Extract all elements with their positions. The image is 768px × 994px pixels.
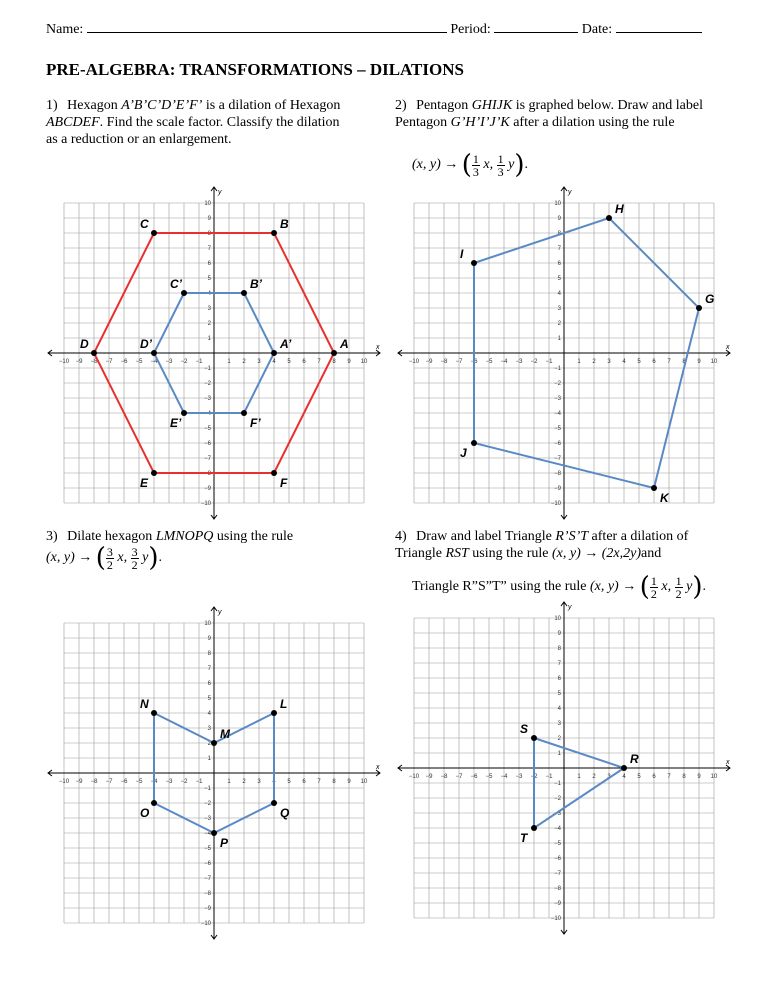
y-tick-label: 1 — [207, 336, 211, 342]
x-tick-label: 10 — [710, 359, 718, 365]
y-tick-label: −8 — [204, 471, 211, 477]
vertex-label: D — [80, 337, 89, 351]
x-axis-label: x — [376, 764, 380, 771]
vertex-label: K — [660, 491, 669, 505]
x-tick-label: 8 — [682, 774, 686, 780]
y-tick-label: 2 — [207, 321, 211, 327]
x-tick-label: 10 — [710, 774, 718, 780]
x-axis-label: x — [376, 344, 380, 351]
vertex-point — [531, 735, 537, 741]
y-tick-label: −3 — [554, 396, 561, 402]
x-tick-label: 5 — [287, 359, 291, 365]
x-tick-label: −3 — [515, 359, 523, 365]
x-tick-label: 6 — [652, 359, 656, 365]
x-tick-label: −5 — [485, 774, 493, 780]
x-tick-label: 4 — [622, 359, 626, 365]
vertex-point — [621, 765, 627, 771]
y-tick-label: −6 — [554, 441, 561, 447]
vertex-point — [331, 350, 337, 356]
x-tick-label: 7 — [317, 359, 321, 365]
y-tick-label: 8 — [207, 651, 211, 657]
x-tick-label: 2 — [592, 774, 596, 780]
x-tick-label: 10 — [360, 359, 368, 365]
y-tick-label: −2 — [204, 381, 211, 387]
vertex-label: G — [705, 292, 715, 306]
x-tick-label: 4 — [272, 359, 276, 365]
y-tick-label: −5 — [554, 841, 561, 847]
x-tick-label: −5 — [135, 359, 143, 365]
x-tick-label: −2 — [530, 359, 538, 365]
x-tick-label: −2 — [180, 779, 188, 785]
vertex-label: S — [520, 722, 529, 736]
x-tick-label: 2 — [242, 779, 246, 785]
y-tick-label: 5 — [557, 276, 561, 282]
y-tick-label: 6 — [557, 261, 561, 267]
x-tick-label: 6 — [302, 359, 306, 365]
y-tick-label: 7 — [207, 666, 211, 672]
vertex-label: I — [460, 247, 464, 261]
x-tick-label: 10 — [360, 779, 368, 785]
x-tick-label: 7 — [667, 774, 671, 780]
y-tick-label: 1 — [557, 751, 561, 757]
x-tick-label: −9 — [425, 359, 433, 365]
problem-2-rule: (x, y) → ( $\frac{1}{3}$ x, $\frac{1}{3}$ y). — [412, 150, 529, 180]
y-tick-label: −1 — [204, 786, 211, 792]
x-tick-label: 9 — [347, 359, 351, 365]
x-tick-label: −7 — [455, 359, 463, 365]
vertex-point — [271, 350, 277, 356]
vertex-point — [91, 350, 97, 356]
x-tick-label: −9 — [425, 774, 433, 780]
vertex-point — [696, 305, 702, 311]
y-tick-label: 7 — [207, 246, 211, 252]
x-tick-label: 9 — [697, 774, 701, 780]
x-tick-label: −6 — [470, 774, 478, 780]
x-tick-label: −8 — [440, 774, 448, 780]
y-tick-label: 4 — [207, 711, 211, 717]
vertex-label: R — [630, 752, 639, 766]
y-tick-label: −6 — [554, 856, 561, 862]
x-tick-label: −10 — [58, 779, 70, 785]
y-tick-label: −3 — [554, 811, 561, 817]
x-tick-label: 1 — [577, 359, 581, 365]
x-tick-label: 6 — [652, 774, 656, 780]
x-tick-label: 3 — [257, 359, 261, 365]
x-tick-label: −5 — [485, 359, 493, 365]
vertex-label: F’ — [250, 416, 261, 430]
y-tick-label: −10 — [550, 916, 561, 922]
y-tick-label: 5 — [207, 276, 211, 282]
y-tick-label: −4 — [554, 826, 561, 832]
vertex-label: A — [340, 337, 349, 351]
y-tick-label: 6 — [207, 261, 211, 267]
period-field[interactable] — [494, 20, 578, 33]
vertex-point — [151, 800, 157, 806]
x-tick-label: −2 — [180, 359, 188, 365]
x-tick-label: −7 — [105, 359, 113, 365]
y-tick-label: 4 — [557, 706, 561, 712]
graph-2[interactable] — [396, 185, 732, 521]
x-tick-label: −9 — [75, 779, 83, 785]
y-tick-label: −1 — [204, 366, 211, 372]
problem-4: 4) Draw and label Triangle R’S’T after a dilation of Triangle RST using the rule (x, y) → (2x,2y)and — [395, 529, 689, 561]
vertex-point — [211, 830, 217, 836]
y-tick-label: −3 — [204, 816, 211, 822]
x-tick-label: 1 — [227, 359, 231, 365]
vertex-label: A’ — [280, 337, 292, 351]
vertex-label: B’ — [250, 277, 262, 291]
x-tick-label: −1 — [195, 359, 203, 365]
x-tick-label: −6 — [470, 359, 478, 365]
vertex-point — [271, 470, 277, 476]
vertex-label: N — [140, 697, 149, 711]
y-tick-label: 10 — [554, 201, 561, 207]
y-tick-label: −10 — [200, 921, 211, 927]
y-tick-label: −10 — [200, 501, 211, 507]
vertex-point — [271, 710, 277, 716]
y-tick-label: 4 — [557, 291, 561, 297]
y-tick-label: 9 — [207, 216, 211, 222]
vertex-point — [181, 410, 187, 416]
y-tick-label: 2 — [557, 736, 561, 742]
x-tick-label: 3 — [607, 774, 611, 780]
x-tick-label: −5 — [135, 779, 143, 785]
x-tick-label: −6 — [120, 779, 128, 785]
x-tick-label: −6 — [120, 359, 128, 365]
y-tick-label: 3 — [557, 306, 561, 312]
y-tick-label: −5 — [554, 426, 561, 432]
vertex-label: B — [280, 217, 289, 231]
y-tick-label: 3 — [207, 726, 211, 732]
y-tick-label: 1 — [207, 756, 211, 762]
date-label: Date: — [581, 22, 613, 37]
y-tick-label: 3 — [207, 306, 211, 312]
y-axis-label: y — [568, 604, 572, 611]
vertex-point — [151, 710, 157, 716]
problem-1: 1) Hexagon A’B’C’D’E’F’ is a dilation of Hexagon ABCDEF. Find the scale factor. Classify the dilation as a reduction or an enlargement. — [46, 98, 341, 147]
y-tick-label: −6 — [204, 441, 211, 447]
y-axis-label: y — [218, 609, 222, 616]
vertex-label: H — [615, 202, 624, 216]
vertex-label: E — [140, 476, 149, 490]
x-tick-label: −4 — [500, 774, 508, 780]
y-tick-label: −5 — [204, 426, 211, 432]
x-tick-label: 3 — [257, 779, 261, 785]
x-tick-label: −3 — [165, 779, 173, 785]
y-tick-label: −4 — [554, 411, 561, 417]
x-tick-label: −3 — [515, 774, 523, 780]
x-tick-label: 5 — [637, 359, 641, 365]
y-tick-label: 7 — [557, 661, 561, 667]
vertex-label: C’ — [170, 277, 182, 291]
y-tick-label: 5 — [207, 696, 211, 702]
name-label: Name: — [46, 22, 84, 37]
x-tick-label: −4 — [150, 779, 158, 785]
x-tick-label: −10 — [408, 774, 420, 780]
x-tick-label: −1 — [545, 774, 553, 780]
problem-2: 2) Pentagon GHIJK is graphed below. Draw and label Pentagon G’H’I’J’K after a dilation using the rule — [395, 98, 703, 130]
y-tick-label: −1 — [554, 366, 561, 372]
vertex-label: J — [460, 446, 467, 460]
x-axis-label: x — [726, 344, 730, 351]
y-tick-label: −8 — [554, 886, 561, 892]
y-tick-label: 6 — [557, 676, 561, 682]
x-tick-label: −1 — [195, 779, 203, 785]
vertex-label: P — [220, 836, 229, 850]
x-tick-label: 4 — [622, 774, 626, 780]
y-tick-label: −7 — [554, 456, 561, 462]
y-tick-label: −3 — [204, 396, 211, 402]
vertex-label: Q — [280, 806, 290, 820]
y-tick-label: −2 — [204, 801, 211, 807]
vertex-point — [471, 260, 477, 266]
graph-1[interactable] — [46, 185, 382, 521]
x-tick-label: 4 — [272, 779, 276, 785]
period-label: Period: — [450, 22, 491, 37]
x-tick-label: −8 — [440, 359, 448, 365]
x-tick-label: 2 — [242, 359, 246, 365]
vertex-label: C — [140, 217, 149, 231]
x-tick-label: −9 — [75, 359, 83, 365]
x-tick-label: 1 — [227, 779, 231, 785]
y-tick-label: −7 — [554, 871, 561, 877]
x-tick-label: 8 — [682, 359, 686, 365]
x-tick-label: 6 — [302, 779, 306, 785]
worksheet-header — [46, 20, 726, 38]
y-tick-label: 7 — [557, 246, 561, 252]
y-tick-label: −1 — [554, 781, 561, 787]
x-tick-label: 3 — [607, 359, 611, 365]
x-tick-label: −10 — [58, 359, 70, 365]
vertex-point — [471, 440, 477, 446]
vertex-label: O — [140, 806, 150, 820]
y-tick-label: −9 — [204, 486, 211, 492]
vertex-point — [271, 230, 277, 236]
date-field[interactable] — [616, 20, 702, 33]
x-tick-label: −8 — [90, 779, 98, 785]
page-title: PRE-ALGEBRA: TRANSFORMATIONS – DILATIONS — [46, 60, 464, 79]
vertex-label: F — [280, 476, 288, 490]
y-tick-label: 9 — [557, 216, 561, 222]
y-tick-label: 10 — [204, 621, 211, 627]
y-tick-label: 1 — [557, 336, 561, 342]
y-tick-label: −8 — [204, 891, 211, 897]
y-tick-label: 2 — [557, 321, 561, 327]
vertex-point — [151, 230, 157, 236]
x-tick-label: −4 — [150, 359, 158, 365]
y-tick-label: −7 — [204, 876, 211, 882]
vertex-point — [211, 740, 217, 746]
x-tick-label: −4 — [500, 359, 508, 365]
name-field[interactable] — [87, 20, 447, 33]
x-tick-label: 7 — [667, 359, 671, 365]
vertex-point — [151, 470, 157, 476]
x-tick-label: −8 — [90, 359, 98, 365]
y-tick-label: 8 — [557, 646, 561, 652]
y-tick-label: 10 — [554, 616, 561, 622]
y-tick-label: −9 — [554, 486, 561, 492]
y-tick-label: −4 — [204, 411, 211, 417]
x-tick-label: 5 — [637, 774, 641, 780]
x-tick-label: −3 — [165, 359, 173, 365]
y-tick-label: −6 — [204, 861, 211, 867]
vertex-point — [241, 290, 247, 296]
problem-4-rule-2: Triangle R”S”T” using the rule (x, y) → ( $\frac{1}{2}$ x, $\frac{1}{2}$ y). — [412, 572, 706, 602]
y-axis-label: y — [568, 189, 572, 196]
vertex-label: T — [520, 831, 528, 845]
vertex-label: M — [220, 727, 230, 741]
y-tick-label: −7 — [204, 456, 211, 462]
x-tick-label: −7 — [105, 779, 113, 785]
x-tick-label: −1 — [545, 359, 553, 365]
vertex-point — [531, 825, 537, 831]
y-tick-label: 6 — [207, 681, 211, 687]
x-tick-label: 8 — [332, 359, 336, 365]
y-tick-label: 8 — [557, 231, 561, 237]
x-axis-label: x — [726, 759, 730, 766]
vertex-point — [651, 485, 657, 491]
y-tick-label: −5 — [204, 846, 211, 852]
y-tick-label: 3 — [557, 721, 561, 727]
y-tick-label: 9 — [557, 631, 561, 637]
vertex-point — [271, 800, 277, 806]
problem-3: 3) Dilate hexagon LMNOPQ using the rule — [46, 529, 294, 544]
graph-4[interactable] — [396, 600, 732, 936]
vertex-point — [606, 215, 612, 221]
y-tick-label: −2 — [554, 381, 561, 387]
problem-3-rule: (x, y) → ( $\frac{3}{2}$ x, $\frac{3}{2}$ y). — [46, 543, 163, 573]
y-tick-label: 4 — [207, 291, 211, 297]
y-tick-label: −4 — [204, 831, 211, 837]
y-tick-label: 5 — [557, 691, 561, 697]
y-tick-label: 10 — [204, 201, 211, 207]
x-tick-label: 2 — [592, 359, 596, 365]
y-tick-label: −9 — [554, 901, 561, 907]
y-tick-label: −8 — [554, 471, 561, 477]
y-tick-label: 8 — [207, 231, 211, 237]
vertex-label: D’ — [140, 337, 152, 351]
graph-3[interactable] — [46, 605, 382, 941]
x-tick-label: 9 — [697, 359, 701, 365]
x-tick-label: 5 — [287, 779, 291, 785]
x-tick-label: 7 — [317, 779, 321, 785]
x-tick-label: 1 — [577, 774, 581, 780]
x-tick-label: −7 — [455, 774, 463, 780]
y-tick-label: −2 — [554, 796, 561, 802]
y-tick-label: 2 — [207, 741, 211, 747]
y-tick-label: 9 — [207, 636, 211, 642]
y-axis-label: y — [218, 189, 222, 196]
x-tick-label: 8 — [332, 779, 336, 785]
y-tick-label: −10 — [550, 501, 561, 507]
x-tick-label: 9 — [347, 779, 351, 785]
vertex-point — [241, 410, 247, 416]
x-tick-label: −10 — [408, 359, 420, 365]
y-tick-label: −9 — [204, 906, 211, 912]
vertex-label: E’ — [170, 416, 182, 430]
x-tick-label: −2 — [530, 774, 538, 780]
vertex-label: L — [280, 697, 288, 711]
